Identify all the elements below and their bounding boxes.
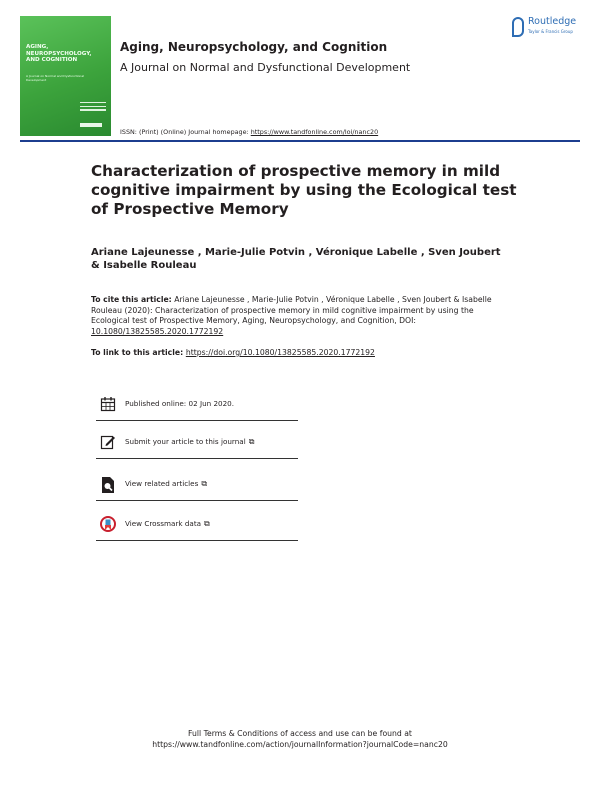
- journal-homepage-link[interactable]: https://www.tandfonline.com/loi/nanc20: [250, 128, 379, 136]
- cover-title: AGING, NEUROPSYCHOLOGY, AND COGNITION: [26, 44, 92, 64]
- published-online-row: [96, 396, 298, 421]
- article-title: Characterization of prospective memory in mild cognitive impairment by using the Ecological test of Prospective Memory: [91, 162, 517, 218]
- doi-link[interactable]: 10.1080/13825585.2020.1772192: [91, 326, 224, 336]
- article-link-line: [91, 348, 511, 357]
- submit-article-link[interactable]: Submit your article to this journal ⧉: [125, 437, 255, 446]
- related-articles-row[interactable]: [96, 476, 298, 501]
- citation-text: Ariane Lajeunesse , Marie-Julie Potvin , Véronique Labelle , Sven Joubert & Isabelle Rouleau (2020): Characterization of prospective memory in mild cognitive impairment by using the Ecological test of Prospective Memory, Aging, Neuropsychology, and Cognition, DOI:: [91, 295, 492, 325]
- related-articles-link[interactable]: View related articles ⧉: [125, 479, 208, 488]
- edit-icon: [100, 434, 116, 450]
- issn-line: [120, 128, 378, 136]
- footer: [0, 729, 600, 750]
- journal-subtitle: A Journal on Normal and Dysfunctional Development: [120, 61, 411, 74]
- journal-title: Aging, Neuropsychology, and Cognition: [120, 40, 388, 54]
- external-link-icon: ⧉: [248, 437, 255, 446]
- calendar-icon: [100, 396, 116, 412]
- citation-label: To cite this article:: [91, 295, 172, 304]
- issn-label: ISSN: (Print) (Online) Journal homepage:: [120, 128, 251, 136]
- publisher-tagline: Taylor & Francis Group: [528, 29, 573, 34]
- article-authors: Ariane Lajeunesse , Marie-Julie Potvin , Véronique Labelle , Sven Joubert & Isabelle Rouleau: [91, 247, 501, 271]
- footer-terms-link[interactable]: https://www.tandfonline.com/action/journalInformation?journalCode=nanc20: [152, 739, 448, 749]
- submit-article-row[interactable]: [96, 434, 298, 459]
- crossmark-link[interactable]: View Crossmark data ⧉: [125, 519, 210, 528]
- routledge-logo-icon: [512, 17, 524, 37]
- crossmark-row[interactable]: [96, 516, 298, 541]
- link-label: To link to this article:: [91, 348, 186, 357]
- crossmark-icon: [100, 516, 116, 532]
- cover-subtitle: A Journal on Normal and Dysfunctional Development: [26, 74, 85, 82]
- header-divider: [20, 140, 580, 142]
- cover-decoration: [80, 102, 106, 113]
- citation-block: [91, 295, 511, 337]
- related-articles-icon: [100, 476, 116, 492]
- publisher-name: Routledge: [528, 16, 577, 27]
- cover-publisher-logo: [80, 123, 102, 127]
- article-url-link[interactable]: https://doi.org/10.1080/13825585.2020.1772192: [185, 348, 375, 357]
- journal-cover: [20, 16, 111, 136]
- footer-terms-text: Full Terms & Conditions of access and use can be found at: [188, 729, 412, 738]
- published-online-text: Published online: 02 Jun 2020.: [125, 399, 235, 408]
- external-link-icon: ⧉: [204, 519, 210, 528]
- external-link-icon: ⧉: [201, 479, 208, 488]
- publisher-logo: [512, 16, 590, 42]
